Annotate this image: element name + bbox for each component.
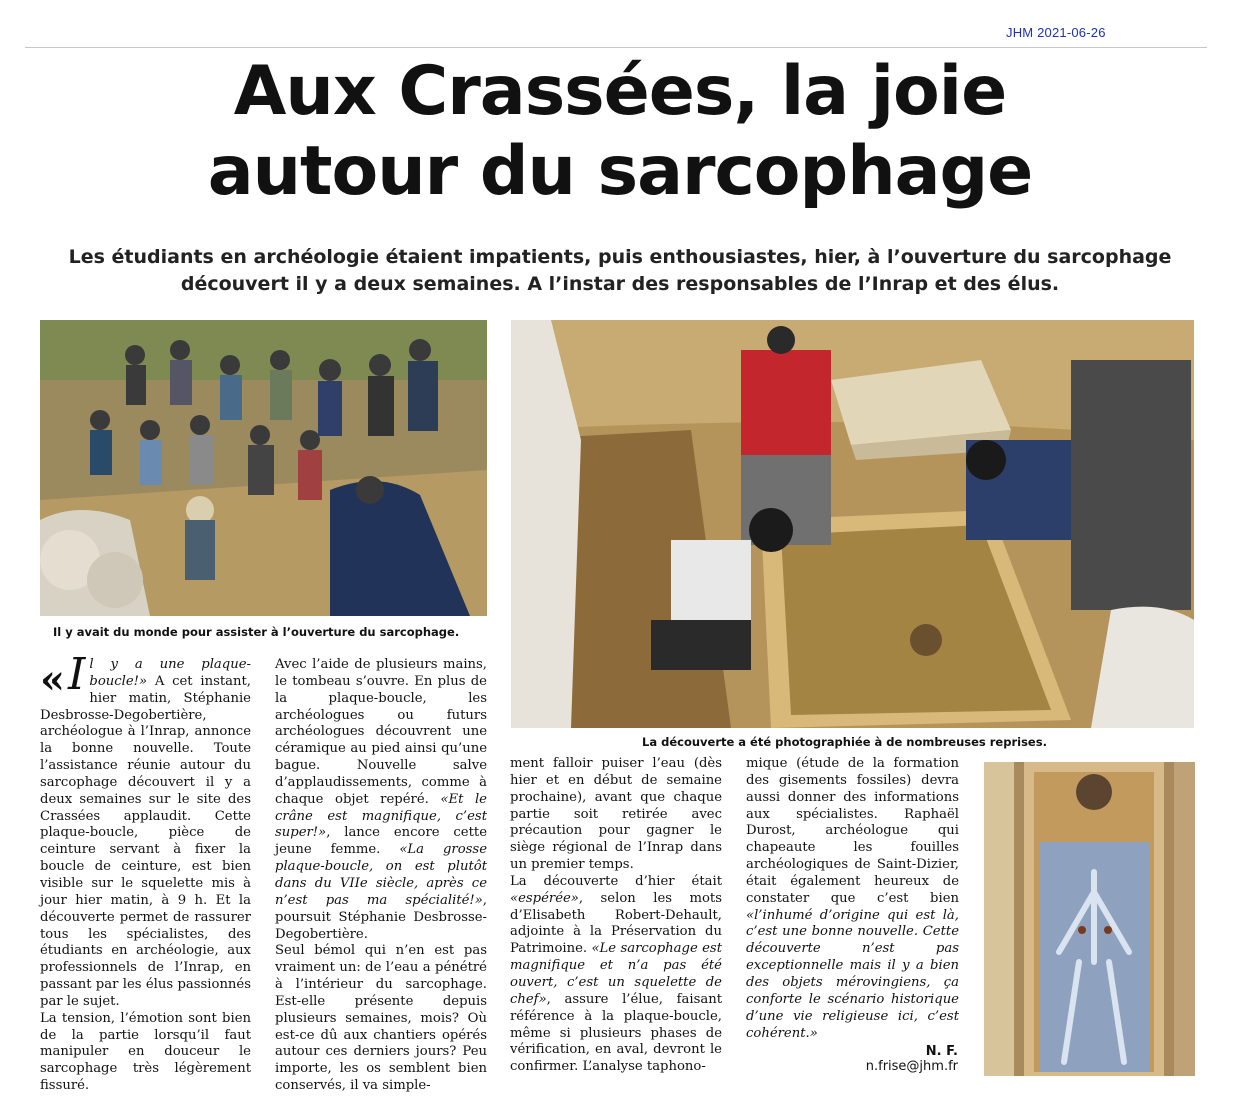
caption-photo-sarcophagus: La découverte a été photographiée à de nombreuses reprises. [642,735,1047,749]
paragraph-3b: , lance encore cette jeune femme. [275,825,487,858]
paragraph-6b: , selon les mots d’Elisabeth Robert-Dehault, adjointe à la Préservation du Patrimoine. [510,890,722,957]
quote-esperee: «espérée» [510,890,579,906]
author-initials: N. F. [925,1044,958,1059]
lede-line-1: Les étudiants en archéologie étaient impatients, puis enthousiastes, hier, à l’ouverture du sarcophage [68,246,1172,268]
photo-skeleton [984,762,1195,1076]
paragraph-5: ment falloir puiser l’eau (dès hier et en début de semaine prochaine), avant que chaque partie soit retirée avec précaution pour gagner le siège régional de l’Inrap dans un premier temps. [510,756,722,873]
lede-line-2: découvert il y a deux semaines. A l’instar des responsables de l’Inrap et des élus. [180,273,1060,295]
article-column-1 [40,649,251,1094]
photo-crowd [40,320,487,616]
paragraph-3: Avec l’aide de plusieurs mains, le tombeau s’ouvre. En plus de la plaque-boucle, les archéologues ou futurs archéologues découvrent une céramique au pied ainsi qu’une bague. Nouvelle salve d’applaudissements, comme à chaque objet repéré. [275,657,487,807]
article-column-2 [275,657,487,1094]
paragraph-2: La tension, l’émotion sont bien de la partie lorsqu’il faut manipuler en douceur le sarcophage très légèrement fissuré. [40,1010,251,1094]
quote-plaque-boucle: l y a une plaque-boucle!» [89,657,251,689]
author-signature [840,1044,958,1074]
paragraph-1: A cet instant, hier matin, Stéphanie Desbrosse-Degobertière, archéologue à l’Inrap, annonce la bonne nouvelle. Toute l’assistance réunie autour du sarcophage découvert il y a deux semaines sur le site des Crassées applaudit. Cette plaque-boucle, pièce de ceinture servant à fixer la boucle de ceinture, est bien visible sur le squelette mis à jour hier matin, à 9 h. Et la découverte permet de rassurer tous les spécialistes, des étudiants en archéologie, aux professionnels de l’Inrap, en passant par les élus passionnés par le sujet. [40,673,251,1009]
paragraph-6c: , assure l’élue, faisant référence à la plaque-boucle, même si plusieurs phases de vérification, en aval, devront le confirmer. L’analyse taphono- [510,991,722,1075]
paragraph-7: mique (étude de la formation des gisements fossiles) devra aussi donner des informations aux spécialistes. Raphaël Durost, archéologue qui chapeaute les fouilles archéologiques de Saint-Dizier, était également heureux de constater que c’est bien [746,756,959,906]
paragraph-6: La découverte d’hier était [510,873,722,889]
drop-cap: I [68,649,86,700]
quote-crane: «Et le crâne est magnifique, c’est super!» [275,791,487,841]
headline-line-2: autour du sarcophage [207,132,1033,211]
quote-inhume: «l’inhumé d’origine qui est là, c’est une bonne nouvelle. Cette découverte n’est pas exceptionnelle mais il y a bien des objets mérovingiens, ça conforte le scénario historique d’une vie religieuse ici, c’est cohérent.» [746,907,959,1041]
article-column-3 [510,756,722,1078]
article-column-4 [746,756,959,1041]
lede [30,244,1210,298]
headline [25,52,1215,212]
opening-quote-mark: « [40,656,65,703]
author-email[interactable]: n.frise@jhm.fr [865,1059,958,1074]
headline-line-1: Aux Crassées, la joie [233,52,1007,131]
quote-sarcophage-magnifique: «Le sarcophage est magnifique et n’a pas été ouvert, c’est un squelette de chef» [510,941,722,1007]
publication-date-stamp: JHM 2021-06-26 [1006,25,1106,40]
quote-grosse-plaque: «La grosse plaque-boucle, on est plutôt dans du VIIe siècle, après ce n’est pas ma spécialité!» [275,842,487,908]
header-divider [25,47,1207,48]
paragraph-4: Seul bémol qui n’en est pas vraiment un: de l’eau a pénétré à l’intérieur du sarcophage. Est-elle présente depuis plusieurs semaines, mois? Où est-ce dû aux chantiers opérés autour ces derniers jours? Peu importe, les os semblent bien conservés, il va simple- [275,943,487,1094]
photo-sarcophagus-opening [511,320,1194,728]
caption-photo-crowd: Il y avait du monde pour assister à l’ouverture du sarcophage. [53,625,460,639]
paragraph-3c: , poursuit Stéphanie Desbrosse-Degobertière. [275,892,487,942]
